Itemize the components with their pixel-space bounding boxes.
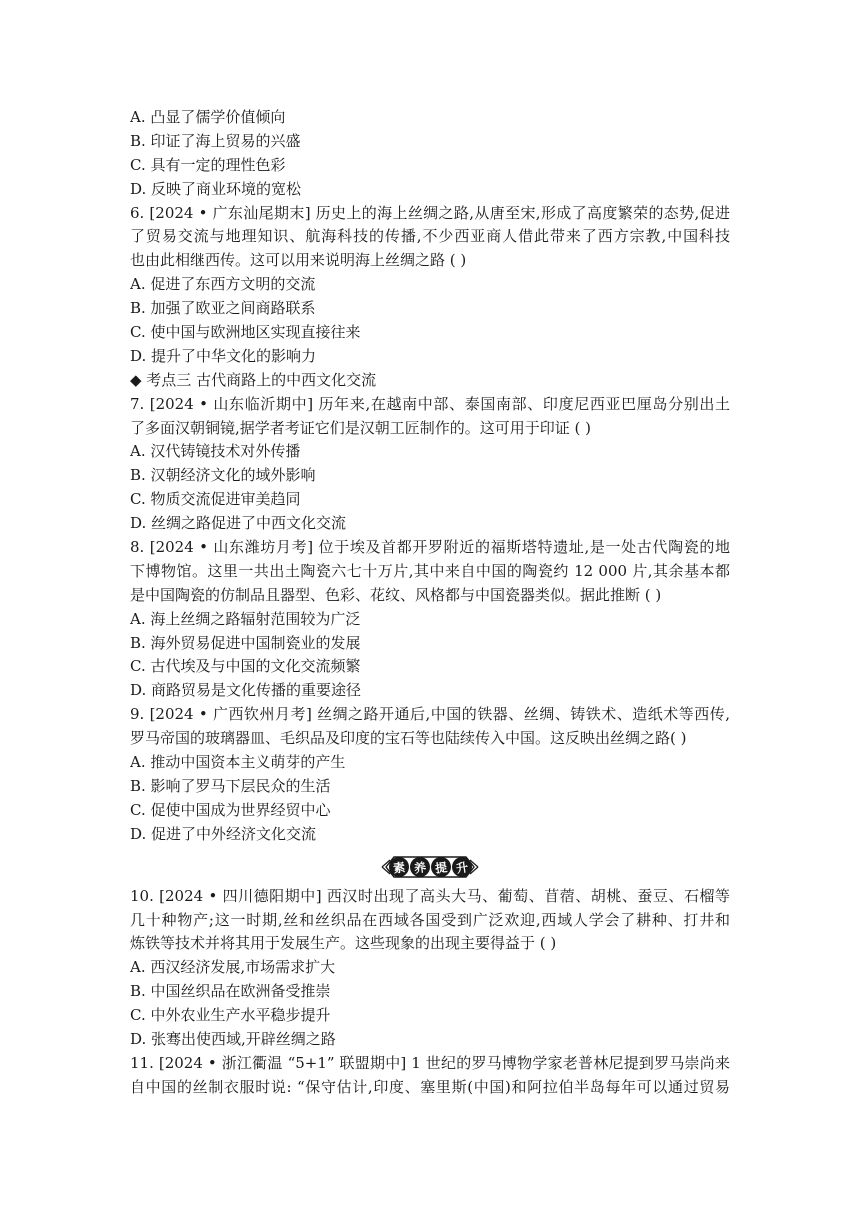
banner-char: 素 xyxy=(387,855,410,878)
option-b: B. 海外贸易促进中国制瓷业的发展 xyxy=(130,633,361,652)
option-b: B. 影响了罗马下层民众的生活 xyxy=(130,776,331,795)
option-b: B. 汉朝经济文化的域外影响 xyxy=(130,466,316,485)
option-b: B. 加强了欧亚之间商路联系 xyxy=(130,299,316,318)
question-stem-line: 9. [2024 • 广西钦州月考] 丝绸之路开通后,中国的铁器、丝绸、铸铁术、造纸术等西传, xyxy=(130,705,730,724)
option-c: C. 物质交流促进审美趋同 xyxy=(130,490,301,509)
question-stem-line: 自中国的丝制衣服时说: “保守估计,印度、塞里斯(中国)和阿拉伯半岛每年可以通过贸易 xyxy=(130,1077,730,1096)
question-stem-line: 8. [2024 • 山东潍坊月考] 位于埃及首都开罗附近的福斯塔特遗址,是一处古代陶瓷的地 xyxy=(130,538,730,557)
question-stem-line: 是中国陶瓷的仿制品且器型、色彩、花纹、风格都与中国瓷器类似。据此推断 ( ) xyxy=(130,585,662,604)
option-c: C. 促使中国成为世界经贸中心 xyxy=(130,800,331,819)
banner-char: 养 xyxy=(408,855,431,878)
question-stem-line: 7. [2024 • 山东临沂期中] 历年来,在越南中部、泰国南部、印度尼西亚巴厘岛分别出土 xyxy=(130,394,730,413)
option-a: A. 西汉经济发展,市场需求扩大 xyxy=(130,958,336,977)
option-a: A. 凸显了儒学价值倾向 xyxy=(130,108,286,126)
banner-badge xyxy=(380,853,480,881)
question-11 xyxy=(130,1052,730,1100)
question-stem-line: 10. [2024 • 四川德阳期中] 西汉时出现了高头大马、葡萄、苜蓿、胡桃、蚕豆、石榴等 xyxy=(130,886,730,905)
option-a: A. 促进了东西方文明的交流 xyxy=(130,275,316,294)
option-d: D. 张骞出使西域,开辟丝绸之路 xyxy=(130,1029,336,1048)
question-stem-line: 炼铁等技术并将其用于发展生产。这些现象的出现主要得益于 ( ) xyxy=(130,934,557,953)
option-b: B. 中国丝织品在欧洲备受推崇 xyxy=(130,982,331,1001)
option-a: A. 推动中国资本主义萌芽的产生 xyxy=(130,753,346,772)
option-a: A. 汉代铸镜技术对外传播 xyxy=(130,442,301,461)
question-stem-line: 也由此相继西传。这可以用来说明海上丝绸之路 ( ) xyxy=(130,251,467,270)
banner-char: 提 xyxy=(429,855,452,878)
option-d: D. 商路贸易是文化传播的重要途径 xyxy=(130,681,362,700)
question-7 xyxy=(130,393,730,536)
question-8 xyxy=(130,536,730,703)
option-a: A. 海上丝绸之路辐射范围较为广泛 xyxy=(130,609,361,628)
option-b: B. 印证了海上贸易的兴盛 xyxy=(130,131,301,150)
section-banner xyxy=(130,849,730,885)
banner-chars xyxy=(380,853,480,881)
option-d: D. 促进了中外经济文化交流 xyxy=(130,824,317,843)
option-c: C. 使中国与欧洲地区实现直接往来 xyxy=(130,323,361,342)
option-d: D. 反映了商业环境的宽松 xyxy=(130,179,302,198)
option-c: C. 中外农业生产水平稳步提升 xyxy=(130,1006,331,1025)
question-stem-line: 11. [2024 • 浙江衢温 “5+1” 联盟期中] 1 世纪的罗马博物学家老普林尼提到罗马崇尚来 xyxy=(130,1053,730,1072)
option-c: C. 古代埃及与中国的文化交流频繁 xyxy=(130,657,361,676)
question-6 xyxy=(130,202,730,369)
question-stem-line: 下博物馆。这里一共出土陶瓷六七十万片,其中来自中国的陶瓷约 12 000 片,其余基本都 xyxy=(130,561,730,580)
question-stem-line: 了多面汉朝铜镜,据学者考证它们是汉朝工匠制作的。这可用于印证 ( ) xyxy=(130,418,592,437)
question-10 xyxy=(130,885,730,1052)
question-stem-line: 了贸易交流与地理知识、航海科技的传播,不少西亚商人借此带来了西方宗教,中国科技 xyxy=(130,227,730,246)
question-stem-line: 几十种物产;这一时期,丝和丝织品在西域各国受到广泛欢迎,西域人学会了耕种、打井和 xyxy=(130,910,730,929)
option-d: D. 提升了中华文化的影响力 xyxy=(130,346,317,365)
page-content xyxy=(130,106,730,1100)
option-c: C. 具有一定的理性色彩 xyxy=(130,155,286,174)
option-list-top xyxy=(130,106,730,202)
question-stem-line: 6. [2024 • 广东汕尾期末] 历史上的海上丝绸之路,从唐至宋,形成了高度繁荣的态势,促进 xyxy=(130,203,730,222)
section-heading: ◆ 考点三 古代商路上的中西文化交流 xyxy=(130,370,377,389)
option-d: D. 丝绸之路促进了中西文化交流 xyxy=(130,514,347,533)
banner-char: 升 xyxy=(450,855,473,878)
question-9 xyxy=(130,703,730,846)
question-stem-line: 罗马帝国的玻璃器皿、毛织品及印度的宝石等也陆续传入中国。这反映出丝绸之路( ) xyxy=(130,729,687,748)
